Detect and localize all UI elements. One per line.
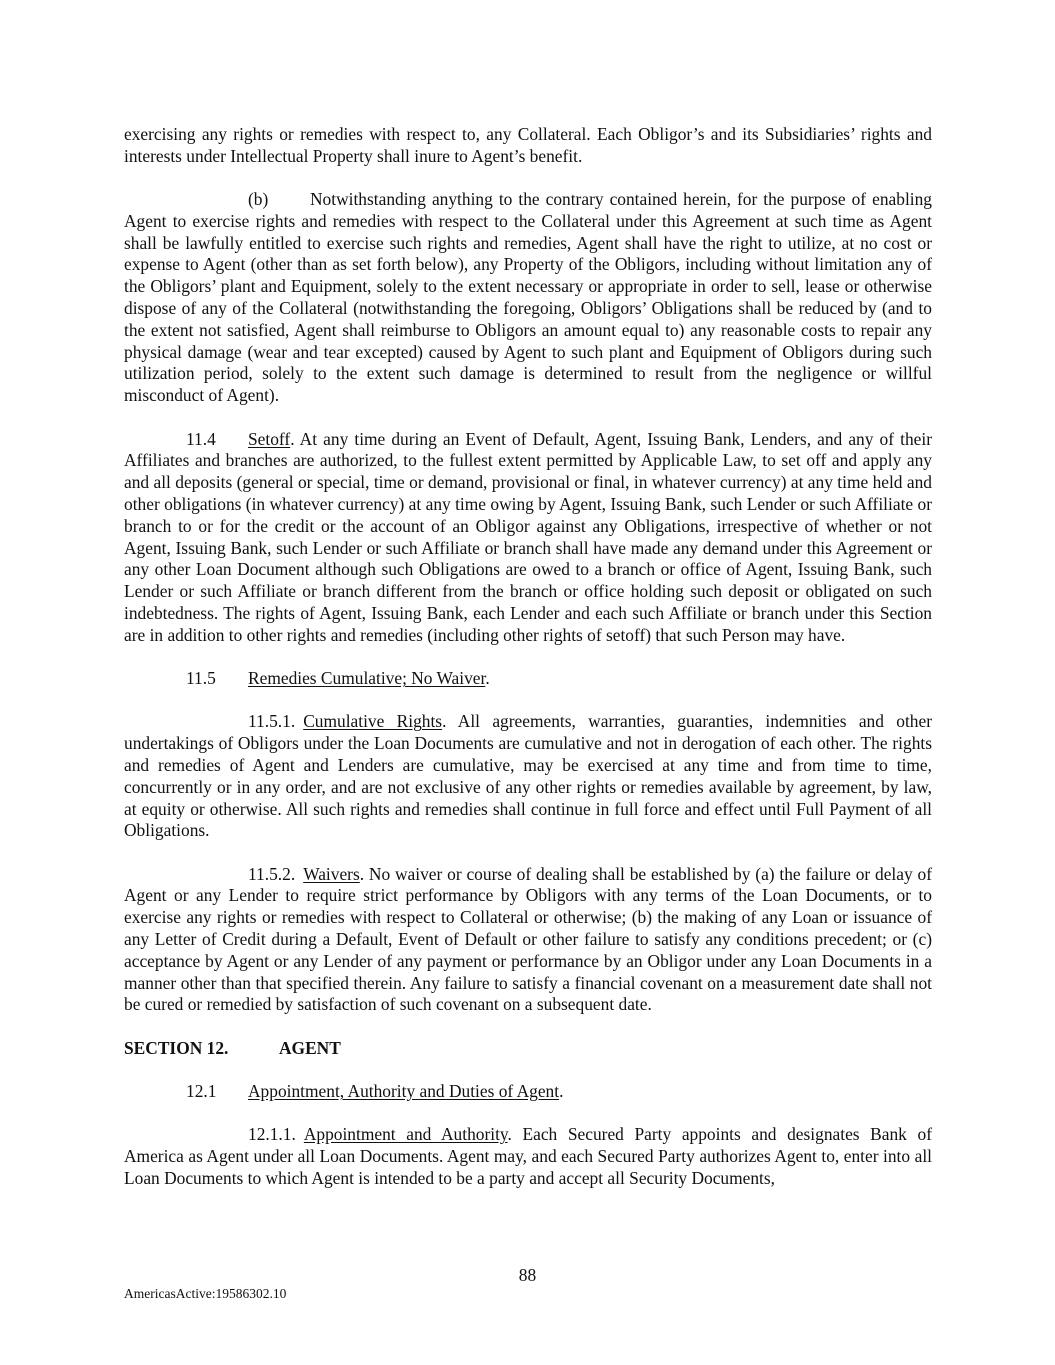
section-12-1-1-number: 12.1.1.	[248, 1124, 296, 1145]
document-id: AmericasActive:19586302.10	[124, 1286, 287, 1301]
section-11-5-2-number: 11.5.2.	[248, 863, 296, 884]
section-12-title: AGENT	[279, 1037, 341, 1058]
paragraph-b	[124, 189, 932, 407]
section-11-5-1	[124, 711, 932, 842]
section-11-4-number: 11.4	[186, 428, 216, 449]
section-11-5-suffix: .	[485, 668, 490, 689]
section-11-5-1-title: Cumulative Rights	[303, 711, 443, 732]
section-11-5-number: 11.5	[186, 668, 216, 689]
section-11-4-title: Setoff	[248, 428, 291, 449]
section-12-1-suffix: .	[559, 1080, 564, 1101]
section-12-1-number: 12.1	[186, 1080, 217, 1101]
document-page	[124, 124, 932, 1211]
paragraph-b-label: (b)	[248, 189, 269, 210]
section-12-1-1-title: Appointment and Authority	[303, 1124, 508, 1145]
section-12-1	[124, 1081, 932, 1103]
section-12-label: SECTION 12.	[124, 1037, 229, 1058]
section-11-5-title: Remedies Cumulative; No Waiver	[248, 668, 486, 689]
section-12-1-1-text: . Each Secured Party appoints and designates Bank of America as Agent under all Loan Documents. Agent may, and each Secured Party authorizes Agent to, enter into all Loan Documents to which Agent is intended to be a party and accept all Security Documents,	[124, 1124, 932, 1188]
section-11-5-2	[124, 864, 932, 1017]
page-number: 88	[518, 1265, 537, 1285]
section-12-1-1	[124, 1124, 932, 1189]
section-11-5	[124, 668, 932, 690]
intro-paragraph: exercising any rights or remedies with respect to, any Collateral. Each Obligor’s and its Subsidiaries’ rights and interests under Intellectual Property shall inure to Agent’s benefit.	[124, 124, 932, 166]
section-12-1-title: Appointment, Authority and Duties of Agent	[248, 1080, 560, 1101]
paragraph-b-text: Notwithstanding anything to the contrary contained herein, for the purpose of enabling Agent to exercise rights and remedies with respect to the Collateral under this Agreement at such time as Agent shall be lawfully entitled to exercise such rights and remedies, Agent shall have the right to utilize, at no cost or expense to Agent (other than as set forth below), any Property of the Obligors, including without limitation any of the Obligors’ plant and Equipment, solely to the extent necessary or appropriate in order to sell, lease or otherwise dispose of any of the Collateral (notwithstanding the foregoing, Obligors’ Obligations shall be reduced by (and to the extent not satisfied, Agent shall reimburse to Obligors an amount equal to) any reasonable costs to repair any physical damage (wear and tear excepted) caused by Agent to such plant and Equipment of Obligors during such utilization period, solely to the extent such damage is determined to result from the negligence or willful misconduct of Agent).	[124, 189, 932, 406]
section-11-5-1-number: 11.5.1.	[248, 711, 296, 732]
section-11-5-1-text: . All agreements, warranties, guaranties, indemnities and other undertakings of Obligors under the Loan Documents are cumulative and not in derogation of each other. The rights and remedies of Agent and Lenders are cumulative, may be exercised at any time and from time to time, concurrently or in any order, and are not exclusive of any other rights or remedies available by agreement, by law, at equity or otherwise. All such rights and remedies shall continue in full force and effect until Full Payment of all Obligations.	[124, 711, 932, 841]
section-12-heading	[124, 1038, 932, 1060]
section-11-4-text: . At any time during an Event of Default, Agent, Issuing Bank, Lenders, and any of their Affiliates and branches are authorized, to the fullest extent permitted by Applicable Law, to set off and apply any and all deposits (general or special, time or demand, provisional or final, in whatever currency) at any time held and other obligations (in whatever currency) at any time owing by Agent, Issuing Bank, such Lender or such Affiliate or branch to or for the credit or the account of an Obligor against any Obligations, irrespective of whether or not Agent, Issuing Bank, such Lender or such Affiliate or branch shall have made any demand under this Agreement or any other Loan Document although such Obligations are owed to a branch or office of Agent, Issuing Bank, such Lender or such Affiliate or branch different from the branch or office holding such deposit or obligated on such indebtedness. The rights of Agent, Issuing Bank, each Lender and each such Affiliate or branch under this Section are in addition to other rights and remedies (including other rights of setoff) that such Person may have.	[124, 428, 932, 645]
section-11-5-2-text: . No waiver or course of dealing shall be established by (a) the failure or delay of Agent or any Lender to require strict performance by Obligors with any terms of the Loan Documents, or to exercise any rights or remedies with respect to Collateral or otherwise; (b) the making of any Loan or issuance of any Letter of Credit during a Default, Event of Default or other failure to satisfy any conditions precedent; or (c) acceptance by Agent or any Lender of any payment or performance by an Obligor under any Loan Documents in a manner other than that specified therein. Any failure to satisfy a financial covenant on a measurement date shall not be cured or remedied by satisfaction of such covenant on a subsequent date.	[124, 863, 932, 1015]
section-11-4	[124, 429, 932, 647]
section-11-5-2-title: Waivers	[303, 863, 360, 884]
